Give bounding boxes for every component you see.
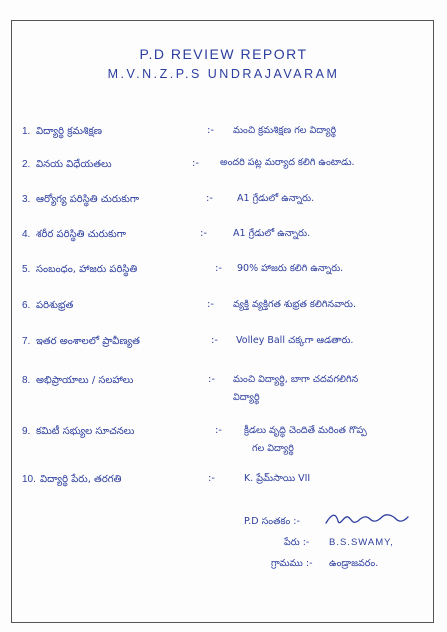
item-answer-continued: విద్యార్థి xyxy=(233,392,260,403)
item-separator: :- xyxy=(211,335,218,346)
item-label: కమిటీ సభ్యుల సూచనలు xyxy=(36,426,135,437)
item-separator: :- xyxy=(208,374,215,385)
item-number: 1. xyxy=(22,126,31,137)
list-item xyxy=(0,369,447,415)
list-item xyxy=(0,188,447,222)
village-name: ఉండ్రాజవరం. xyxy=(329,558,379,569)
item-label: సంబంధం, హాజరు పరిస్థితి xyxy=(36,264,138,275)
village-label: గ్రామము :- xyxy=(271,558,313,569)
item-separator: :- xyxy=(207,299,214,310)
item-number: 5. xyxy=(22,264,31,275)
item-separator: :- xyxy=(207,125,214,136)
item-label: అభిప్రాయాలు / సలహాలు xyxy=(36,375,134,386)
item-number: 9. xyxy=(22,426,31,437)
item-answer: A1 గ్రేడులో ఉన్నారు. xyxy=(233,228,311,239)
item-answer: Volley Ball చక్కగా ఆడతారు. xyxy=(236,335,354,346)
list-item xyxy=(0,223,447,257)
list-item xyxy=(0,153,447,187)
item-number: 4. xyxy=(22,229,31,240)
item-label: ఇతర అంశాలలో ప్రావీణ్యత xyxy=(36,336,140,347)
item-answer: A1 గ్రేడులో ఉన్నారు. xyxy=(237,193,315,204)
signatory-name: B.S.SWAMY, xyxy=(329,537,394,548)
item-answer: మంచి విద్యార్థి, బాగా చదవగలిగిన xyxy=(233,374,359,385)
item-answer: క్రీడలు వృద్ధి చెందితే మరింత గొప్ప xyxy=(244,425,367,436)
item-label: విద్యార్థి పేరు, తరగతి xyxy=(40,474,122,485)
item-separator: :- xyxy=(200,228,207,239)
item-number: 8. xyxy=(22,375,31,386)
item-separator: :- xyxy=(192,158,199,169)
list-item xyxy=(0,294,447,328)
list-item xyxy=(0,468,447,502)
list-item xyxy=(0,420,447,466)
item-label: శరీర పరిస్థితి చురుకుగా xyxy=(36,229,126,240)
item-separator: :- xyxy=(208,473,215,484)
list-item xyxy=(0,330,447,364)
handwritten-signature xyxy=(322,507,412,531)
item-number: 7. xyxy=(22,336,31,347)
item-number: 2. xyxy=(22,159,31,170)
item-answer: K. ప్రేమ్‌సాయి VII xyxy=(244,473,311,484)
report-title: P.D REVIEW REPORT xyxy=(139,46,308,62)
item-label: ఆర్యోగ్య పరిస్థితి చురుకుగా xyxy=(36,194,140,205)
item-answer: వ్యక్తి వ్యక్తిగత శుభ్రత కలిగినవారు. xyxy=(233,299,356,310)
pd-signature-label: P.D సంతకం :- xyxy=(244,516,300,527)
item-answer-continued: గల విద్యార్థి xyxy=(252,443,294,454)
item-number: 10. xyxy=(22,474,36,485)
item-separator: :- xyxy=(215,263,222,274)
item-label: పరిశుభ్రత xyxy=(36,300,74,311)
item-number: 3. xyxy=(22,194,31,205)
item-answer: అందరి పట్ల మర్యాద కలిగి ఉంటాడు. xyxy=(220,157,355,168)
item-separator: :- xyxy=(215,425,222,436)
item-separator: :- xyxy=(206,193,213,204)
item-answer: మంచి క్రమశిక్షణ గల విద్యార్థి xyxy=(233,125,337,136)
item-label: వినయ విధేయతలు xyxy=(36,159,112,170)
school-name: M.V.N.Z.P.S UNDRAJAVARAM xyxy=(107,67,340,81)
list-item xyxy=(0,120,447,154)
item-label: విద్యార్థి క్రమశిక్షణ xyxy=(36,126,102,137)
item-number: 6. xyxy=(22,300,31,311)
list-item xyxy=(0,258,447,292)
item-answer: 90% హాజరు కలిగి ఉన్నారు. xyxy=(237,263,344,274)
name-label: పేరు :- xyxy=(284,537,310,548)
